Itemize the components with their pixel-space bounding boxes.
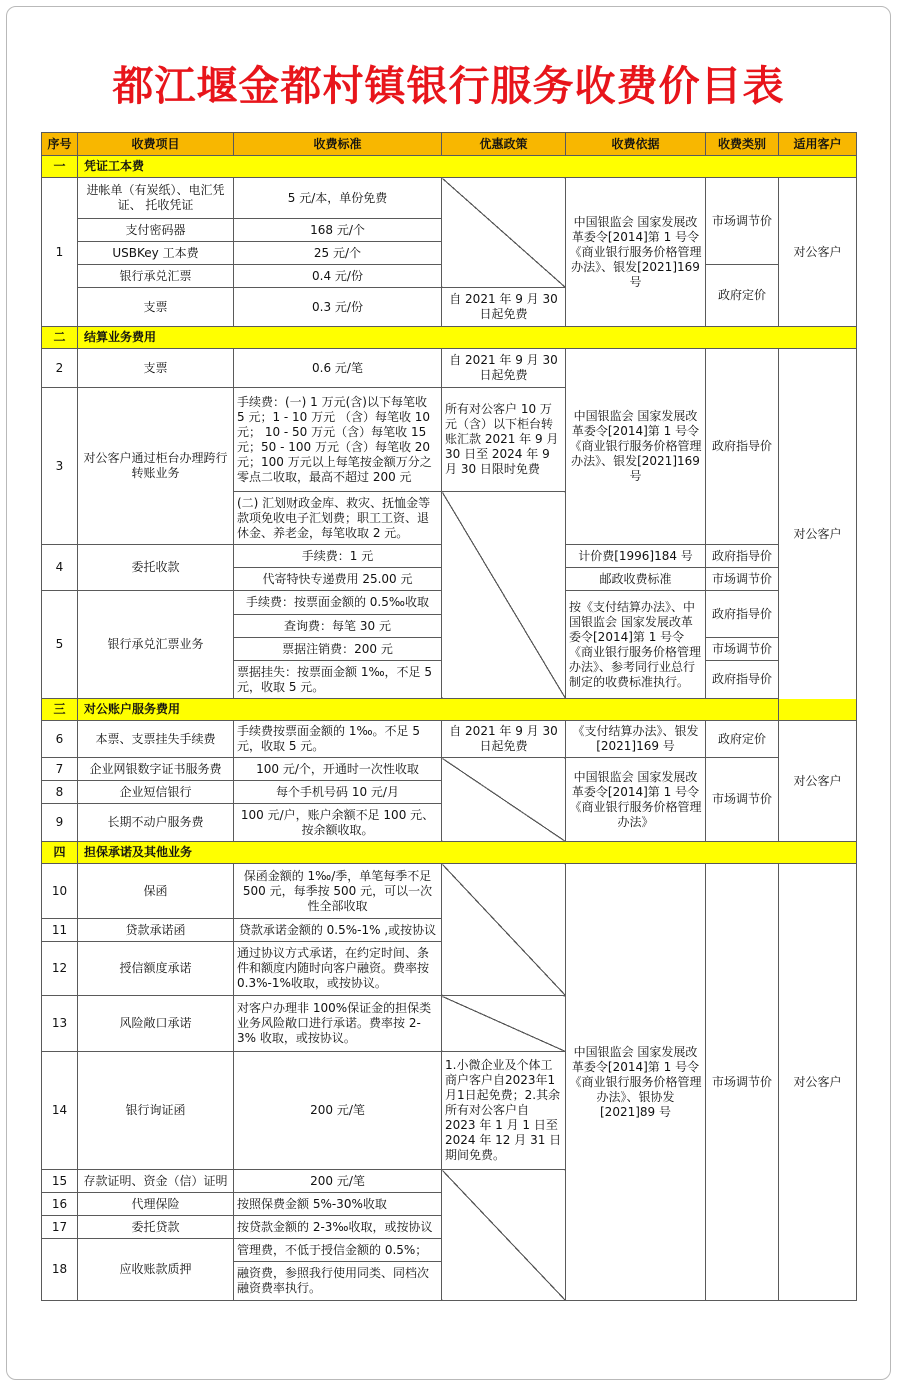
fee-item: 企业网银数字证书服务费 [78, 758, 234, 781]
fee-standard: 5 元/本，单份免费 [234, 178, 442, 219]
fee-standard: 融资费，参照我行使用同类、同档次融资费率执行。 [234, 1262, 442, 1301]
row-number: 1 [42, 178, 78, 327]
row-number: 13 [42, 996, 78, 1052]
fee-standard: 保函金额的 1‰/季，单笔每季不足 500 元，每季按 500 元，可以一次性全部收取 [234, 864, 442, 919]
fee-basis: 邮政收费标准 [566, 568, 706, 591]
fee-standard: 0.3 元/份 [234, 288, 442, 327]
row-number: 12 [42, 942, 78, 996]
fee-category: 市场调节价 [706, 758, 779, 842]
empty-policy-cell [442, 178, 566, 288]
fee-item: 银行承兑汇票 [78, 265, 234, 288]
fee-basis: 中国银监会 国家发展改革委令[2014]第 1 号令《商业银行服务价格管理办法》、银发[2021]169 号 [566, 178, 706, 327]
fee-basis: 中国银监会 国家发展改革委令[2014]第 1 号令《商业银行服务价格管理办法》 [566, 758, 706, 842]
fee-standard: 按贷款金额的 2-3‰收取，或按协议 [234, 1216, 442, 1239]
discount-policy: 所有对公客户 10 万元（含）以下柜台转账汇款 2021 年 9 月 30 日至 2024 年 9 月 30 日限时免费 [442, 388, 566, 492]
table-row [42, 758, 857, 781]
fee-item: 贷款承诺函 [78, 919, 234, 942]
row-number: 15 [42, 1170, 78, 1193]
row-number: 6 [42, 721, 78, 758]
row-number: 16 [42, 1193, 78, 1216]
header-cell: 适用客户 [779, 133, 857, 156]
fee-standard: 手续费按票面金额的 1‰。不足 5 元，收取 5 元。 [234, 721, 442, 758]
table-row [42, 178, 857, 219]
fee-standard: 168 元/个 [234, 219, 442, 242]
fee-category: 政府指导价 [706, 545, 779, 568]
section-title: 结算业务费用 [78, 327, 857, 349]
fee-standard: 25 元/个 [234, 242, 442, 265]
section-number: 一 [42, 156, 78, 178]
fee-category: 政府指导价 [706, 661, 779, 699]
fee-standard: 200 元/笔 [234, 1170, 442, 1193]
fee-standard: 100 元/个，开通时一次性收取 [234, 758, 442, 781]
fee-item: 长期不动户服务费 [78, 804, 234, 842]
empty-policy-cell [442, 492, 566, 699]
fee-standard: 票据注销费：200 元 [234, 638, 442, 661]
section-row [42, 156, 857, 178]
section-title: 凭证工本费 [78, 156, 857, 178]
applicable-customer: 对公客户 [779, 864, 857, 1301]
section-title: 担保承诺及其他业务 [78, 842, 857, 864]
row-number: 8 [42, 781, 78, 804]
fee-item: 委托贷款 [78, 1216, 234, 1239]
fee-standard: 手续费：(一) 1 万元(含)以下每笔收 5 元；1 - 10 万元 （含）每笔收 10 元； 10 - 50 万元（含）每笔收 15 元；50 - 100 万元（含）每笔收 20 元；100 万元以上每笔按金额万分之零点二收取，最高不超过 200 元 [234, 388, 442, 492]
header-cell: 收费标准 [234, 133, 442, 156]
fee-category: 政府指导价 [706, 349, 779, 545]
section-title: 对公账户服务费用 [78, 699, 857, 721]
row-number: 10 [42, 864, 78, 919]
table-row [42, 864, 857, 919]
fee-item: USBKey 工本费 [78, 242, 234, 265]
fee-item: 授信额度承诺 [78, 942, 234, 996]
fee-item: 代理保险 [78, 1193, 234, 1216]
row-number: 9 [42, 804, 78, 842]
fee-category: 政府指导价 [706, 591, 779, 638]
fee-item: 委托收款 [78, 545, 234, 591]
fee-standard: 0.6 元/笔 [234, 349, 442, 388]
section-row [42, 699, 857, 721]
applicable-customer: 对公客户 [779, 349, 857, 721]
fee-standard: 手续费：1 元 [234, 545, 442, 568]
fee-item: 进帐单（有炭纸）、电汇凭证、 托收凭证 [78, 178, 234, 219]
fee-category: 市场调节价 [706, 178, 779, 265]
fee-item: 本票、支票挂失手续费 [78, 721, 234, 758]
fee-standard: 每个手机号码 10 元/月 [234, 781, 442, 804]
section-row [42, 327, 857, 349]
row-number: 3 [42, 388, 78, 545]
discount-policy: 1.小微企业及个体工商户客户自2023年1月1日起免费；2.其余所有对公客户自 2023 年 1 月 1 日至 2024 年 12 月 31 日期间免费。 [442, 1052, 566, 1170]
fee-table [41, 132, 857, 1301]
fee-item: 支票 [78, 349, 234, 388]
discount-policy: 自 2021 年 9 月 30 日起免费 [442, 349, 566, 388]
row-number: 17 [42, 1216, 78, 1239]
row-number: 7 [42, 758, 78, 781]
fee-item: 银行承兑汇票业务 [78, 591, 234, 699]
fee-standard: 管理费，不低于授信金额的 0.5%； [234, 1239, 442, 1262]
table-header-row [42, 133, 857, 156]
discount-policy: 自 2021 年 9 月 30 日起免费 [442, 288, 566, 327]
fee-standard: 对客户办理非 100%保证金的担保类业务风险敞口进行承诺。费率按 2-3% 收取，或按协议。 [234, 996, 442, 1052]
fee-standard: 0.4 元/份 [234, 265, 442, 288]
fee-standard: 100 元/户，账户余额不足 100 元、按余额收取。 [234, 804, 442, 842]
header-cell: 优惠政策 [442, 133, 566, 156]
fee-standard: 200 元/笔 [234, 1052, 442, 1170]
fee-item: 保函 [78, 864, 234, 919]
section-number: 二 [42, 327, 78, 349]
fee-item: 支付密码器 [78, 219, 234, 242]
fee-standard: 贷款承诺金额的 0.5%-1% ,或按协议 [234, 919, 442, 942]
row-number: 2 [42, 349, 78, 388]
table-row [42, 721, 857, 758]
empty-policy-cell [442, 1170, 566, 1301]
fee-category: 市场调节价 [706, 568, 779, 591]
row-number: 4 [42, 545, 78, 591]
fee-item: 银行询证函 [78, 1052, 234, 1170]
fee-basis: 《支付结算办法》、银发[2021]169 号 [566, 721, 706, 758]
fee-standard: 代寄特快专递费用 25.00 元 [234, 568, 442, 591]
fee-standard: 票据挂失：按票面金额 1‰，不足 5 元，收取 5 元。 [234, 661, 442, 699]
fee-category: 市场调节价 [706, 638, 779, 661]
row-number: 11 [42, 919, 78, 942]
fee-item: 应收账款质押 [78, 1239, 234, 1301]
header-cell: 收费依据 [566, 133, 706, 156]
row-number: 18 [42, 1239, 78, 1301]
table-row [42, 349, 857, 388]
empty-policy-cell [442, 996, 566, 1052]
applicable-customer: 对公客户 [779, 178, 857, 327]
fee-item: 存款证明、资金（信）证明 [78, 1170, 234, 1193]
fee-category: 市场调节价 [706, 864, 779, 1301]
fee-standard: (二) 汇划财政金库、救灾、抚恤金等款项免收电子汇划费；职工工资、退休金、养老金，每笔收取 2 元。 [234, 492, 442, 545]
header-cell: 收费项目 [78, 133, 234, 156]
empty-policy-cell [442, 864, 566, 996]
fee-item: 企业短信银行 [78, 781, 234, 804]
applicable-customer: 对公客户 [779, 721, 857, 842]
fee-basis: 按《支付结算办法》、中国银监会 国家发展改革委令[2014]第 1 号令《商业银行服务价格管理办法》、参考同行业总行制定的收费标准执行。 [566, 591, 706, 699]
empty-policy-cell [442, 758, 566, 842]
fee-basis: 中国银监会 国家发展改革委令[2014]第 1 号令《商业银行服务价格管理办法》、银发[2021]169 号 [566, 349, 706, 545]
fee-basis: 中国银监会 国家发展改革委令[2014]第 1 号令《商业银行服务价格管理办法》、银协发[2021]89 号 [566, 864, 706, 1301]
fee-item: 支票 [78, 288, 234, 327]
fee-standard: 查询费：每笔 30 元 [234, 615, 442, 638]
header-cell: 收费类别 [706, 133, 779, 156]
row-number: 5 [42, 591, 78, 699]
section-number: 四 [42, 842, 78, 864]
section-number: 三 [42, 699, 78, 721]
fee-standard: 手续费：按票面金额的 0.5‰收取 [234, 591, 442, 615]
header-cell: 序号 [42, 133, 78, 156]
fee-item: 风险敞口承诺 [78, 996, 234, 1052]
fee-item: 对公客户通过柜台办理跨行转账业务 [78, 388, 234, 545]
discount-policy: 自 2021 年 9 月 30 日起免费 [442, 721, 566, 758]
fee-category: 政府定价 [706, 721, 779, 758]
fee-category: 政府定价 [706, 265, 779, 327]
row-number: 14 [42, 1052, 78, 1170]
fee-standard: 按照保费金额 5%-30%收取 [234, 1193, 442, 1216]
section-row [42, 842, 857, 864]
fee-basis: 计价费[1996]184 号 [566, 545, 706, 568]
page-title: 都江堰金都村镇银行服务收费价目表 [112, 62, 785, 110]
fee-standard: 通过协议方式承诺，在约定时间、条件和额度内随时向客户融资。费率按 0.3%-1%收取，或按协议。 [234, 942, 442, 996]
